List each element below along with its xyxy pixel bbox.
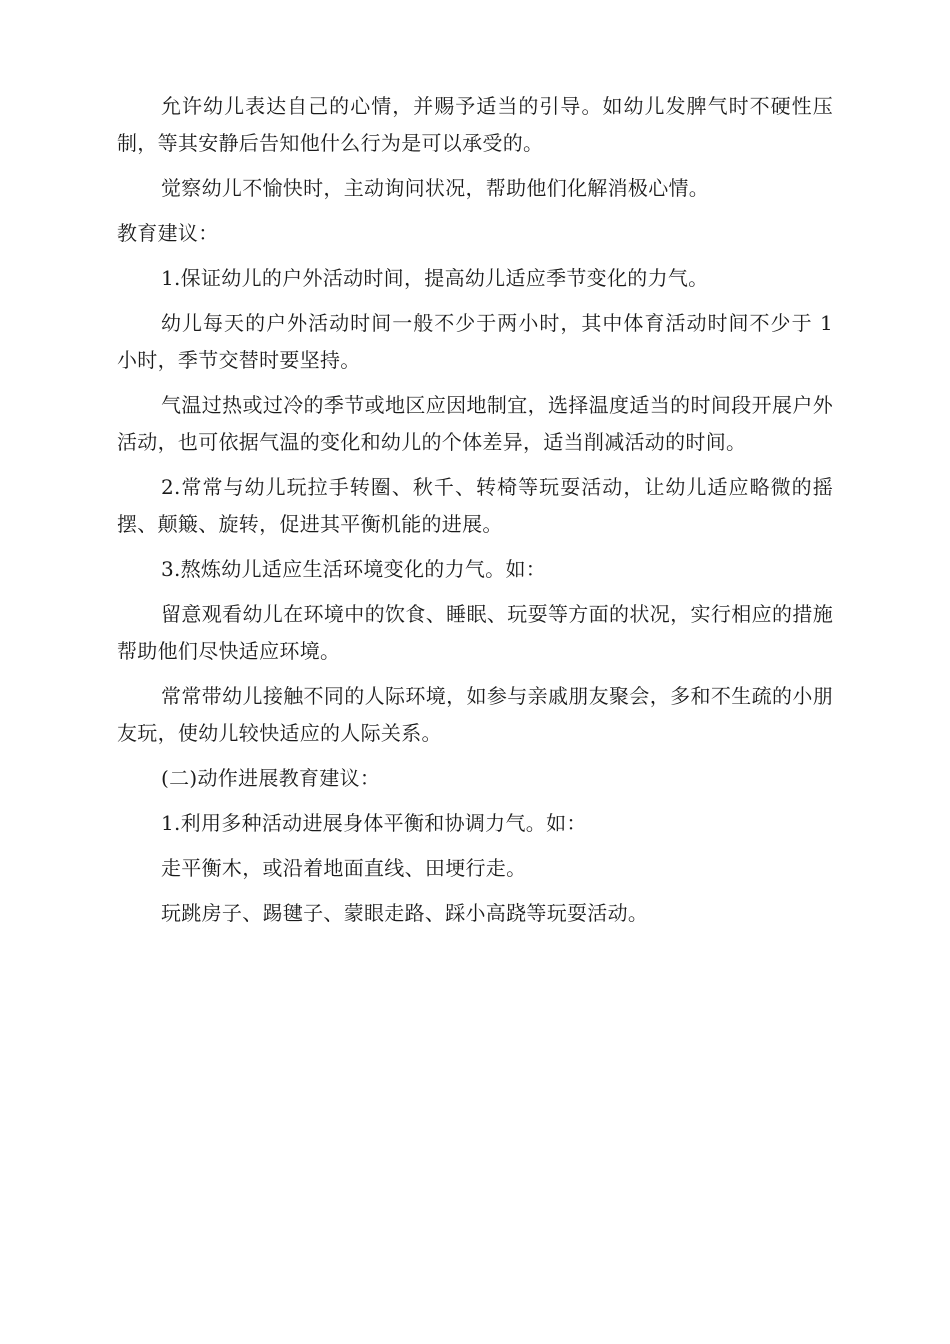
paragraph-balance-beam: 走平衡木，或沿着地面直线、田埂行走。 (161, 856, 527, 880)
paragraph-advice-3: 3.熬炼幼儿适应生活环境变化的力气。如： (161, 557, 547, 581)
document-body (117, 88, 833, 940)
paragraph-outdoor-time: 幼儿每天的户外活动时间一般不少于两小时，其中体育活动时间不少于 1 小时，季节交替时要坚持。 (117, 311, 833, 372)
paragraph-games: 玩跳房子、踢毽子、蒙眼走路、踩小高跷等玩耍活动。 (161, 901, 649, 925)
paragraph-express-emotions: 允许幼儿表达自己的心情，并赐予适当的引导。如幼儿发脾气时不硬性压制，等其安静后告知他什么行为是可以承受的。 (117, 94, 833, 155)
paragraph-advice-2: 2.常常与幼儿玩拉手转圈、秋千、转椅等玩耍活动，让幼儿适应略微的摇摆、颠簸、旋转，促进其平衡机能的进展。 (117, 475, 833, 536)
paragraph-temperature: 气温过热或过冷的季节或地区应因地制宜，选择温度适当的时间段开展户外活动，也可依据气温的变化和幼儿的个体差异，适当削减活动的时间。 (117, 393, 833, 454)
paragraph-observe-environment: 留意观看幼儿在环境中的饮食、睡眠、玩耍等方面的状况，实行相应的措施帮助他们尽快适应环境。 (117, 602, 833, 663)
paragraph-advice-1: 1.保证幼儿的户外活动时间，提高幼儿适应季节变化的力气。 (161, 266, 709, 290)
paragraph-notice-unhappy: 觉察幼儿不愉快时，主动询问状况，帮助他们化解消极心情。 (161, 176, 710, 200)
paragraph-social-environment: 常常带幼儿接触不同的人际环境，如参与亲戚朋友聚会，多和不生疏的小朋友玩，使幼儿较快适应的人际关系。 (117, 684, 833, 745)
paragraph-balance-activities: 1.利用多种活动进展身体平衡和协调力气。如： (161, 811, 587, 835)
heading-motor-development: (二)动作进展教育建议： (161, 766, 381, 790)
heading-education-advice: 教育建议： (117, 221, 219, 245)
